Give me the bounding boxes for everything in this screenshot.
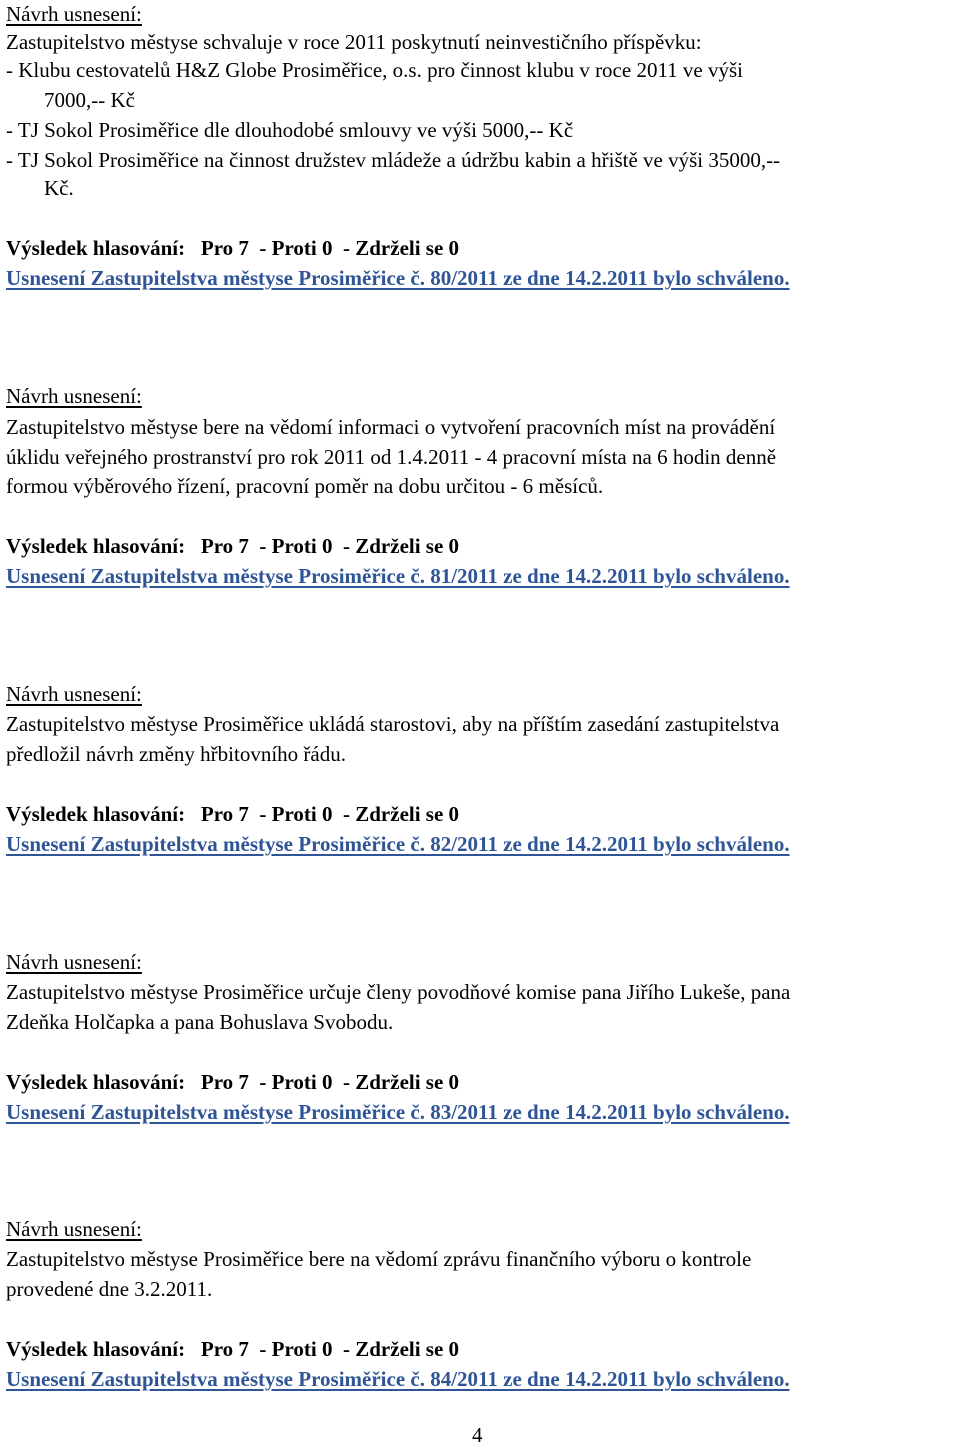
vote-result [6,1068,459,1096]
resolution-link[interactable]: Usnesení Zastupitelstva městyse Prosiměřice č. 82/2011 ze dne 14.2.2011 bylo schváleno. [6,832,790,856]
resolution-link[interactable]: Usnesení Zastupitelstva městyse Prosiměřice č. 83/2011 ze dne 14.2.2011 bylo schváleno. [6,1100,790,1124]
proposal-text-line: - TJ Sokol Prosiměřice na činnost družstev mládeže a údržbu kabin a hřiště ve výši 35000,-- [6,148,781,172]
vote-label: Výsledek hlasování: [6,236,186,260]
resolution-link[interactable]: Usnesení Zastupitelstva městyse Prosiměřice č. 84/2011 ze dne 14.2.2011 bylo schváleno. [6,1367,790,1391]
vote-abstain: - Zdrželi se 0 [343,534,460,558]
proposal-text-line: - TJ Sokol Prosiměřice dle dlouhodobé smlouvy ve výši 5000,-- Kč [6,118,574,142]
page-number: 4 [472,1423,483,1447]
vote-pro: Pro 7 [200,1337,249,1361]
vote-label: Výsledek hlasování: [6,1070,186,1094]
proposal-text-line: formou výběrového řízení, pracovní poměr na dobu určitou - 6 měsíců. [6,474,604,498]
vote-pro: Pro 7 [200,1070,249,1094]
proposal-text-line: Zastupitelstvo městyse bere na vědomí informaci o vytvoření pracovních míst na provádění [6,415,776,439]
proposal-heading: Návrh usnesení: [6,2,142,26]
vote-abstain: - Zdrželi se 0 [343,802,460,826]
proposal-heading: Návrh usnesení: [6,950,142,974]
vote-proti: - Proti 0 [259,534,333,558]
vote-abstain: - Zdrželi se 0 [343,1337,460,1361]
vote-abstain: - Zdrželi se 0 [343,1070,460,1094]
vote-label: Výsledek hlasování: [6,534,186,558]
vote-result [6,800,459,828]
vote-proti: - Proti 0 [259,802,333,826]
proposal-text-line: předložil návrh změny hřbitovního řádu. [6,742,346,766]
vote-pro: Pro 7 [200,236,249,260]
proposal-heading: Návrh usnesení: [6,384,142,408]
proposal-text-line: Zastupitelstvo městyse Prosiměřice bere na vědomí zprávu finančního výboru o kontrole [6,1247,752,1271]
vote-result [6,1335,459,1363]
proposal-text-line: - Klubu cestovatelů H&Z Globe Prosiměřice, o.s. pro činnost klubu v roce 2011 ve výši [6,58,743,82]
vote-pro: Pro 7 [200,802,249,826]
proposal-heading: Návrh usnesení: [6,682,142,706]
proposal-text-line: Kč. [44,176,74,200]
vote-result [6,234,459,262]
proposal-text-line: úklidu veřejného prostranství pro rok 2011 od 1.4.2011 - 4 pracovní místa na 6 hodin denně [6,445,777,469]
proposal-text-line: provedené dne 3.2.2011. [6,1277,213,1301]
proposal-text-line: Zastupitelstvo městyse schvaluje v roce 2011 poskytnutí neinvestičního příspěvku: [6,30,702,54]
vote-proti: - Proti 0 [259,1337,333,1361]
proposal-text-line: 7000,-- Kč [44,88,135,112]
vote-pro: Pro 7 [200,534,249,558]
vote-label: Výsledek hlasování: [6,802,186,826]
proposal-text-line: Zdeňka Holčapka a pana Bohuslava Svobodu. [6,1010,394,1034]
proposal-text-line: Zastupitelstvo městyse Prosiměřice určuje členy povodňové komise pana Jiřího Lukeše, pana [6,980,791,1004]
vote-result [6,532,459,560]
proposal-heading: Návrh usnesení: [6,1217,142,1241]
proposal-text-line: Zastupitelstvo městyse Prosiměřice ukládá starostovi, aby na příštím zasedání zastupitelstva [6,712,780,736]
vote-proti: - Proti 0 [259,236,333,260]
vote-abstain: - Zdrželi se 0 [343,236,460,260]
resolution-link[interactable]: Usnesení Zastupitelstva městyse Prosiměřice č. 80/2011 ze dne 14.2.2011 bylo schváleno. [6,266,790,290]
vote-label: Výsledek hlasování: [6,1337,186,1361]
vote-proti: - Proti 0 [259,1070,333,1094]
resolution-link[interactable]: Usnesení Zastupitelstva městyse Prosiměřice č. 81/2011 ze dne 14.2.2011 bylo schváleno. [6,564,790,588]
